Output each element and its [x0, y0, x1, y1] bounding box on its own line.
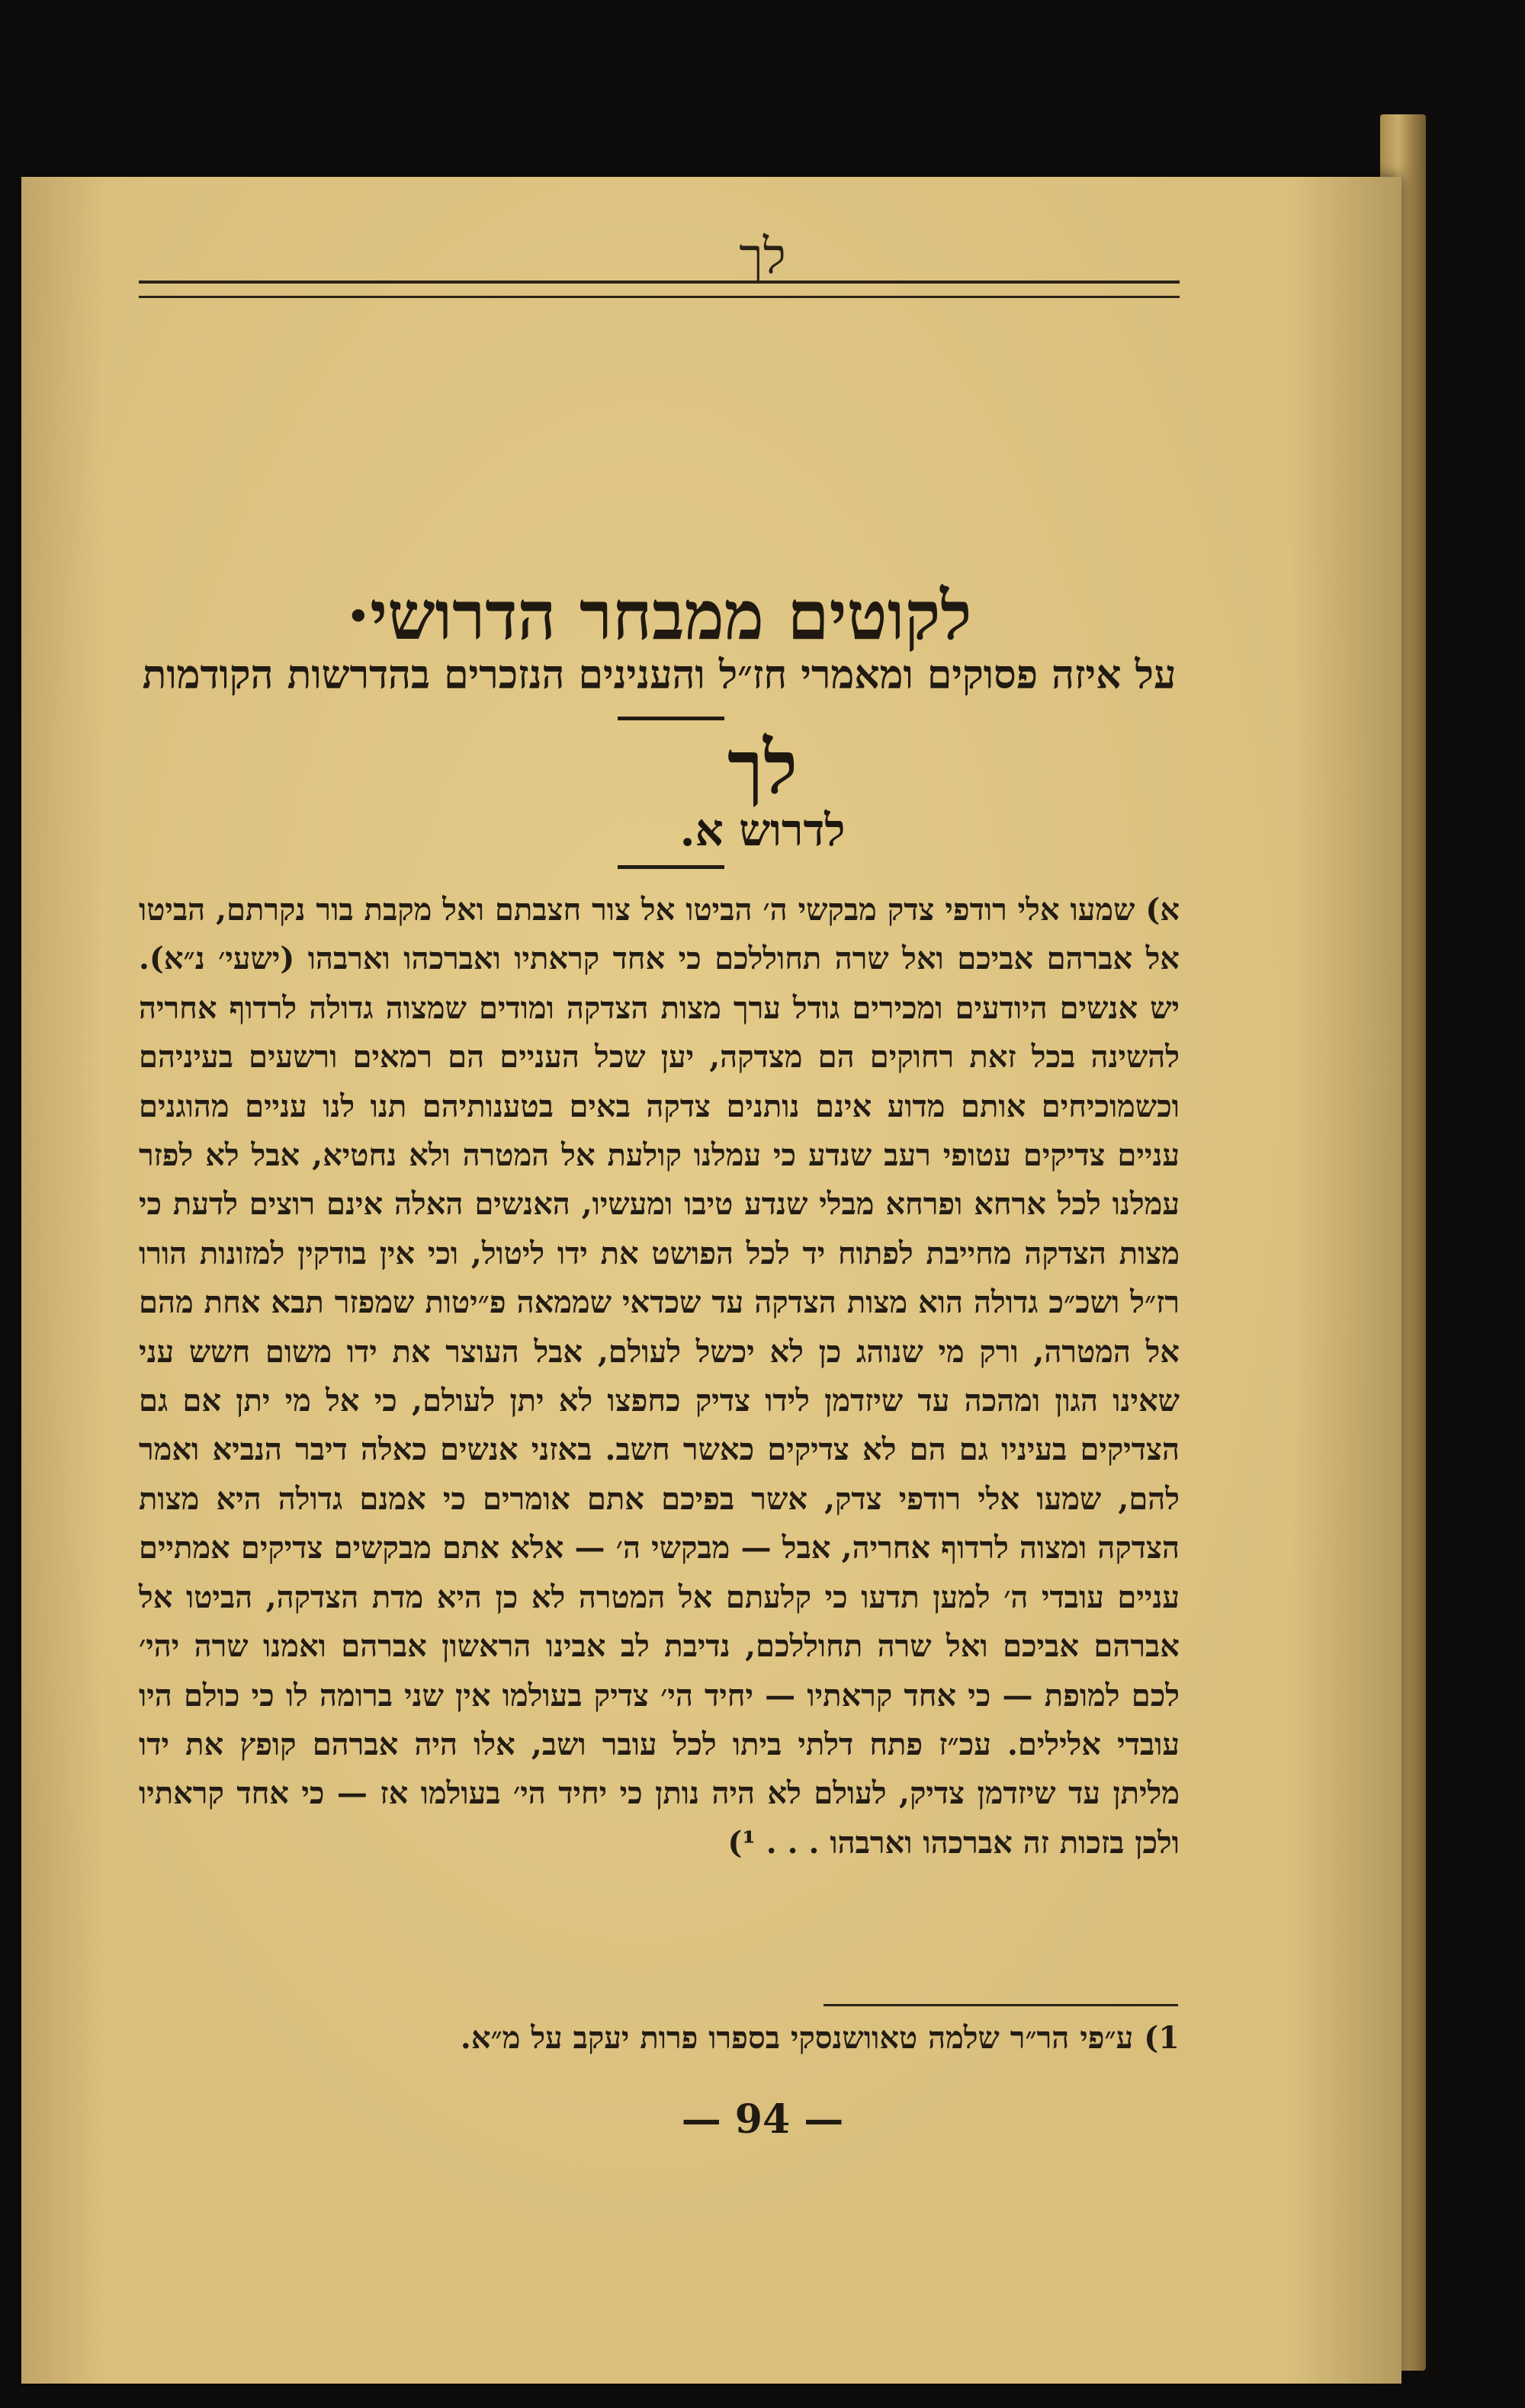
page-number: — 94 —	[681, 2096, 844, 2143]
footnote-rule	[824, 2004, 1178, 2006]
page-subtitle: על איזה פסוקים ומאמרי חז״ל והענינים הנזכרים בהדרשות הקודמות	[142, 652, 1177, 698]
body-paragraph: א) שמעו אלי רודפי צדק מבקשי ה׳ הביטו אל צור חצבתם ואל מקבת בור נקרתם, הביטו אל אברהם אביכם ואל שרה תחוללכם כי אחד קראתיו ואברכהו וארבהו (ישעי׳ נ״א). יש אנשים היודעים ומכירים גודל ערך מצות הצדקה ומודים שמצוה גדולה לרדוף אחריה להשינה בכל זאת רחוקים הם מצדקה, יען שכל העניים הם רמאים ורשעים בעיניהם וכשמוכיחים אותם מדוע אינם נותנים צדקה באים בטענותיהם תנו לנו עניים מהוגנים עניים צדיקים עטופי רעב שנדע כי עמלנו קולעת אל המטרה ולא נחטיא, אבל לא לפזר עמלנו לכל ארחא ופרחא מבלי שנדע טיבו ומעשיו, האנשים האלה אינם רוצים לדעת כי מצות הצדקה מחייבת לפתוח יד לכל הפושט את ידו ליטול, וכי אין בודקין למזונות הורו רז״ל ושכ״כ גדולה הוא מצות הצדקה עד שכדאי שממאה פ״יטות שמפזר תבא אחת מהם אל המטרה, ורק מי שנוהג כן לא יכשל לעולם, אבל העוצר את ידו משום חשש עני שאינו הגון ומהכה עד שיזדמן לידו צדיק כחפצו לא יתן לעולם, כי אל מי יתן אם גם הצדיקים בעיניו גם הם לא צדיקים כאשר חשב. באזני אנשים כאלה דיבר הנביא ואמר להם, שמעו אלי רודפי צדק, אשר בפיכם אתם אומרים כי אמנם גדולה היא מצות הצדקה ומצוה לרדוף אחריה, אבל — מבקשי ה׳ — אלא אתם מבקשים צדיקים אמתיים עניים עובדי ה׳ למען תדעו כי קלעתם אל המטרה לא כן היא מדת הצדקה, הביטו אל אברהם אביכם ואל שרה תחוללכם, נדיבת לב אבינו הראשון אברהם ואמנו שרה יהי׳ לכם למופת — כי אחד קראתיו — יחיד הי׳ צדיק בעולמו אין שני ברומה לו כי כולם היו עובדי אלילים. עכ״ז פתח דלתי ביתו לכל עובר ושב, אלו היה אברהם קופץ את ידו מליתן עד שיזדמן צדיק, לעולם לא היה נותן כי יחיד הי׳ בעולמו אז — כי אחד קראתיו ולכן בזכות זה אברכהו וארבהו . . . ¹)	[139, 892, 1180, 1861]
page-title: לקוטים ממבחר הדרושי·	[346, 576, 972, 655]
section-subtitle: לדרוש א.	[679, 804, 846, 856]
header-double-rule	[139, 281, 1180, 298]
section-name: לך	[727, 724, 798, 810]
running-head: לך	[739, 229, 786, 285]
divider-rule	[618, 865, 724, 869]
divider-rule	[618, 717, 724, 720]
footnote: 1) ע״פי הר״ר שלמה טאוושנסקי בספרו פרות יעקב על מ״א.	[460, 2020, 1180, 2056]
